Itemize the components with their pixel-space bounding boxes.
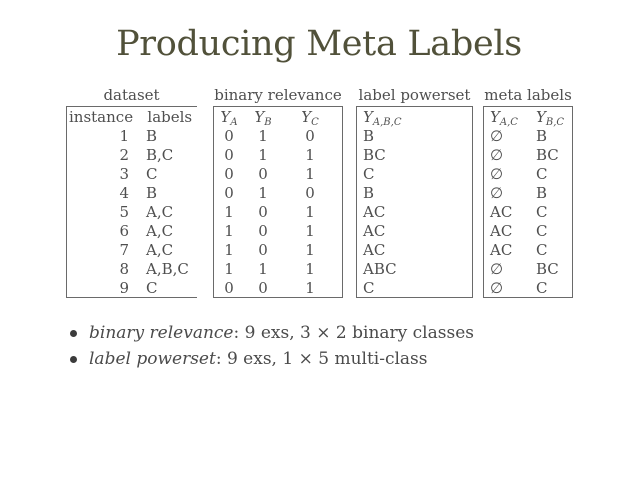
- powerset-value-cell: AC: [363, 202, 386, 221]
- label-powerset-rows: [357, 126, 472, 297]
- meta-labels-row: [484, 183, 572, 202]
- meta-ac-cell: AC: [490, 221, 513, 240]
- binary-relevance-row: [214, 145, 342, 164]
- meta-ac-cell: ∅: [490, 164, 504, 183]
- bullet-binary-relevance: [70, 320, 474, 346]
- meta-bc-cell: C: [536, 202, 548, 221]
- instance-cell: 1: [119, 126, 129, 145]
- label-powerset-row: [357, 145, 472, 164]
- dataset-header: dataset: [66, 86, 197, 107]
- meta-bc-cell: C: [536, 278, 548, 297]
- meta-labels-row: [484, 221, 572, 240]
- meta-ac-cell: ∅: [490, 126, 504, 145]
- instance-cell: 4: [119, 183, 129, 202]
- instance-cell: 5: [119, 202, 129, 221]
- powerset-value-cell: B: [363, 183, 375, 202]
- binary-value-cell: 0: [305, 126, 315, 145]
- meta-bc-cell: BC: [536, 145, 559, 164]
- binary-value-cell: 0: [224, 183, 234, 202]
- dataset-row: [67, 145, 197, 164]
- bullet-text: : 9 exs, 1 × 5 multi-class: [215, 349, 428, 369]
- instance-cell: 3: [119, 164, 129, 183]
- powerset-value-cell: ABC: [363, 259, 397, 278]
- meta-bc-cell: BC: [536, 259, 559, 278]
- binary-value-cell: 0: [258, 278, 268, 297]
- binary-relevance-rows: [214, 126, 342, 297]
- label-powerset-row: [357, 278, 472, 297]
- col-yc: $Y_C$: [301, 107, 319, 128]
- powerset-value-cell: BC: [363, 145, 386, 164]
- binary-value-cell: 0: [258, 164, 268, 183]
- binary-value-cell: 1: [258, 126, 268, 145]
- label-powerset-table: [356, 86, 473, 298]
- labels-cell: C: [146, 278, 158, 297]
- col-ya: $Y_A$: [220, 107, 238, 128]
- meta-labels-rows: [484, 126, 572, 297]
- binary-value-cell: 1: [305, 240, 315, 259]
- binary-value-cell: 0: [258, 202, 268, 221]
- label-powerset-row: [357, 221, 472, 240]
- col-yac: $Y_{A,C}$: [490, 107, 518, 128]
- binary-value-cell: 1: [224, 221, 234, 240]
- bullet-label-powerset: [70, 346, 474, 372]
- binary-value-cell: 1: [258, 145, 268, 164]
- label-powerset-row: [357, 259, 472, 278]
- binary-value-cell: 0: [258, 240, 268, 259]
- meta-ac-cell: ∅: [490, 183, 504, 202]
- binary-relevance-body: [213, 107, 343, 298]
- dataset-row: [67, 202, 197, 221]
- col-yabc: $Y_{A,B,C}$: [363, 107, 402, 128]
- instance-cell: 6: [119, 221, 129, 240]
- labels-cell: A,C: [146, 240, 174, 259]
- powerset-value-cell: AC: [363, 240, 386, 259]
- col-ybc: $Y_{B,C}$: [536, 107, 565, 128]
- meta-labels-body: [483, 107, 573, 298]
- meta-ac-cell: AC: [490, 202, 513, 221]
- dataset-row: [67, 126, 197, 145]
- binary-value-cell: 1: [224, 202, 234, 221]
- dataset-row: [67, 164, 197, 183]
- dataset-row: [67, 240, 197, 259]
- binary-relevance-column-headers: [214, 107, 342, 126]
- meta-ac-cell: ∅: [490, 145, 504, 164]
- meta-bc-cell: C: [536, 221, 548, 240]
- meta-labels-row: [484, 126, 572, 145]
- dataset-table: [66, 86, 197, 298]
- binary-relevance-row: [214, 202, 342, 221]
- binary-value-cell: 1: [258, 183, 268, 202]
- labels-cell: A,B,C: [146, 259, 189, 278]
- instance-cell: 2: [119, 145, 129, 164]
- bullet-dot-icon: [70, 330, 77, 337]
- meta-labels-table: [483, 86, 573, 298]
- instance-cell: 9: [119, 278, 129, 297]
- bullet-dot-icon: [70, 356, 77, 363]
- label-powerset-row: [357, 202, 472, 221]
- binary-value-cell: 1: [224, 259, 234, 278]
- col-yb: $Y_B$: [254, 107, 272, 128]
- dataset-column-headers: [67, 107, 197, 126]
- binary-relevance-row: [214, 278, 342, 297]
- meta-ac-cell: ∅: [490, 259, 504, 278]
- dataset-row: [67, 278, 197, 297]
- binary-value-cell: 0: [258, 221, 268, 240]
- binary-relevance-row: [214, 240, 342, 259]
- label-powerset-row: [357, 164, 472, 183]
- meta-labels-row: [484, 259, 572, 278]
- meta-bc-cell: B: [536, 126, 548, 145]
- col-instance: instance: [69, 107, 134, 126]
- binary-value-cell: 0: [224, 145, 234, 164]
- label-powerset-column-header: [357, 107, 472, 126]
- meta-labels-column-headers: [484, 107, 572, 126]
- binary-value-cell: 0: [224, 126, 234, 145]
- dataset-row: [67, 183, 197, 202]
- col-labels: labels: [147, 107, 193, 126]
- labels-cell: B: [146, 183, 158, 202]
- binary-relevance-row: [214, 183, 342, 202]
- meta-labels-row: [484, 145, 572, 164]
- binary-value-cell: 1: [305, 202, 315, 221]
- binary-relevance-header: binary relevance: [213, 86, 343, 107]
- powerset-value-cell: AC: [363, 221, 386, 240]
- label-powerset-row: [357, 126, 472, 145]
- dataset-body: [66, 107, 197, 298]
- bullet-list: [70, 320, 474, 372]
- binary-value-cell: 1: [224, 240, 234, 259]
- meta-bc-cell: C: [536, 240, 548, 259]
- labels-cell: B: [146, 126, 158, 145]
- labels-cell: B,C: [146, 145, 174, 164]
- label-powerset-row: [357, 240, 472, 259]
- binary-value-cell: 1: [305, 145, 315, 164]
- meta-ac-cell: ∅: [490, 278, 504, 297]
- meta-labels-row: [484, 278, 572, 297]
- powerset-value-cell: B: [363, 126, 375, 145]
- dataset-rows: [67, 126, 197, 297]
- slide-title: Producing Meta Labels: [116, 24, 522, 64]
- meta-ac-cell: AC: [490, 240, 513, 259]
- binary-value-cell: 1: [305, 259, 315, 278]
- binary-value-cell: 0: [224, 164, 234, 183]
- instance-cell: 7: [119, 240, 129, 259]
- meta-labels-row: [484, 202, 572, 221]
- meta-bc-cell: B: [536, 183, 548, 202]
- binary-value-cell: 1: [305, 221, 315, 240]
- binary-value-cell: 1: [305, 164, 315, 183]
- label-powerset-body: [356, 107, 473, 298]
- dataset-row: [67, 259, 197, 278]
- powerset-value-cell: C: [363, 278, 375, 297]
- label-powerset-header: label powerset: [356, 86, 473, 107]
- binary-value-cell: 0: [224, 278, 234, 297]
- labels-cell: A,C: [146, 202, 174, 221]
- binary-relevance-row: [214, 164, 342, 183]
- binary-relevance-row: [214, 259, 342, 278]
- instance-cell: 8: [119, 259, 129, 278]
- labels-cell: A,C: [146, 221, 174, 240]
- binary-value-cell: 1: [305, 278, 315, 297]
- binary-relevance-row: [214, 221, 342, 240]
- label-powerset-row: [357, 183, 472, 202]
- bullet-term: label powerset: [89, 349, 216, 369]
- binary-value-cell: 0: [305, 183, 315, 202]
- bullet-text: : 9 exs, 3 × 2 binary classes: [233, 323, 474, 343]
- binary-relevance-row: [214, 126, 342, 145]
- binary-relevance-table: [213, 86, 343, 298]
- meta-labels-row: [484, 164, 572, 183]
- meta-labels-header: meta labels: [483, 86, 573, 107]
- dataset-row: [67, 221, 197, 240]
- labels-cell: C: [146, 164, 158, 183]
- bullet-term: binary relevance: [89, 323, 234, 343]
- meta-labels-row: [484, 240, 572, 259]
- powerset-value-cell: C: [363, 164, 375, 183]
- meta-bc-cell: C: [536, 164, 548, 183]
- binary-value-cell: 1: [258, 259, 268, 278]
